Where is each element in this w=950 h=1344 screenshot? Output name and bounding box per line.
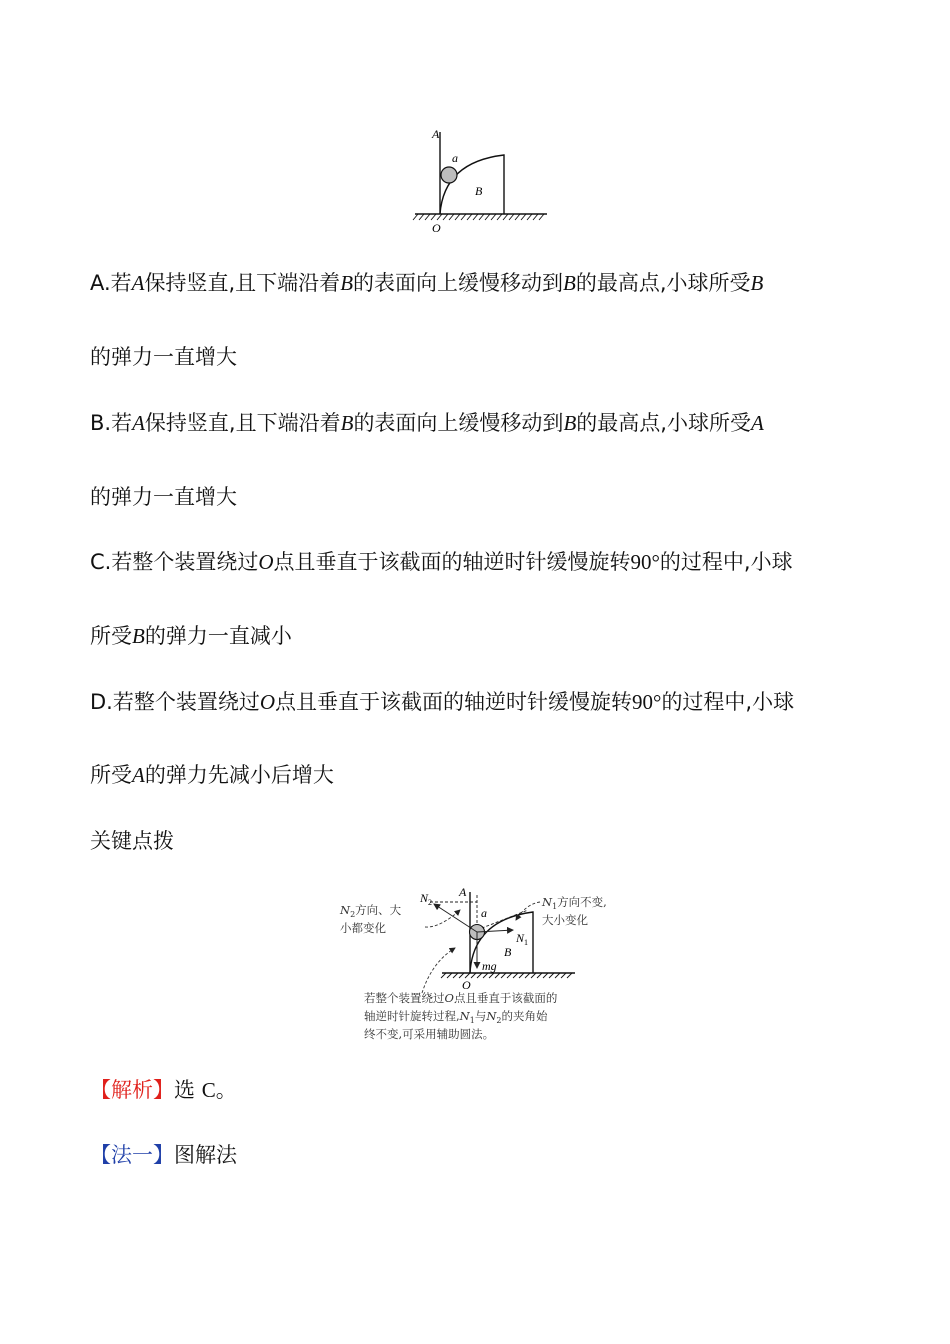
figure-2-note-right-2: 大小变化 <box>542 913 588 927</box>
method-1-line <box>90 1141 237 1169</box>
figure-2-label-B: B <box>504 945 512 959</box>
figure-2-note-right-1: $N_1$方向不变, <box>542 895 607 911</box>
analysis-line: 【解析】选 C。 <box>90 1078 237 1102</box>
figure-1-label-B: B <box>475 184 483 198</box>
method-1-label: 【法一】 <box>90 1143 174 1167</box>
figure-2-note-left-1: $N_2$方向、大 <box>340 903 402 919</box>
figure-2-note-bottom-3: 终不变,可采用辅助圆法。 <box>364 1027 495 1041</box>
option-d-line-2: 所受A的弹力先减小后增大 <box>90 763 334 787</box>
option-c-line-2: 所受B的弹力一直减小 <box>90 624 292 648</box>
figure-2 <box>330 880 630 1052</box>
option-a-line-2: 的弹力一直增大 <box>90 345 237 369</box>
figure-1-label-a: a <box>452 151 458 165</box>
figure-1-svg <box>410 122 550 237</box>
figure-2-label-mg: mg <box>482 959 497 973</box>
figure-2-svg <box>330 880 630 1052</box>
option-b-line-1: B.若A保持竖直,且下端沿着B的表面向上缓慢移动到B的最高点,小球所受A <box>90 411 764 435</box>
figure-2-label-n1: $N_1$ <box>516 931 529 947</box>
method-1-text: 图解法 <box>174 1143 237 1167</box>
option-d-line-1: D.若整个装置绕过O点且垂直于该截面的轴逆时针缓慢旋转90°的过程中,小球 <box>90 690 795 714</box>
figure-2-label-a: a <box>481 906 487 920</box>
key-hint-title: 关键点拨 <box>90 829 174 853</box>
figure-2-note-bottom-1: 若整个装置绕过O点且垂直于该截面的 <box>364 991 558 1005</box>
figure-2-note-bottom-2: 轴逆时针旋转过程$,N_1$与$N_2$的夹角始 <box>364 1009 548 1025</box>
figure-2-note-left-2: 小都变化 <box>340 921 386 935</box>
figure-2-label-O: O <box>462 978 471 992</box>
option-c-line-1: C.若整个装置绕过O点且垂直于该截面的轴逆时针缓慢旋转90°的过程中,小球 <box>90 550 793 574</box>
figure-1-label-A: A <box>432 127 440 141</box>
option-a-line-1: A.若A保持竖直,且下端沿着B的表面向上缓慢移动到B的最高点,小球所受B <box>90 271 764 295</box>
analysis-label: 【解析】 <box>90 1078 174 1102</box>
figure-2-label-A: A <box>459 885 467 899</box>
option-b-line-2: 的弹力一直增大 <box>90 485 237 509</box>
figure-2-label-n2: $N_2$ <box>420 891 433 907</box>
analysis-answer: C <box>201 1078 216 1102</box>
figure-1 <box>410 122 550 237</box>
figure-1-label-O: O <box>432 221 441 235</box>
